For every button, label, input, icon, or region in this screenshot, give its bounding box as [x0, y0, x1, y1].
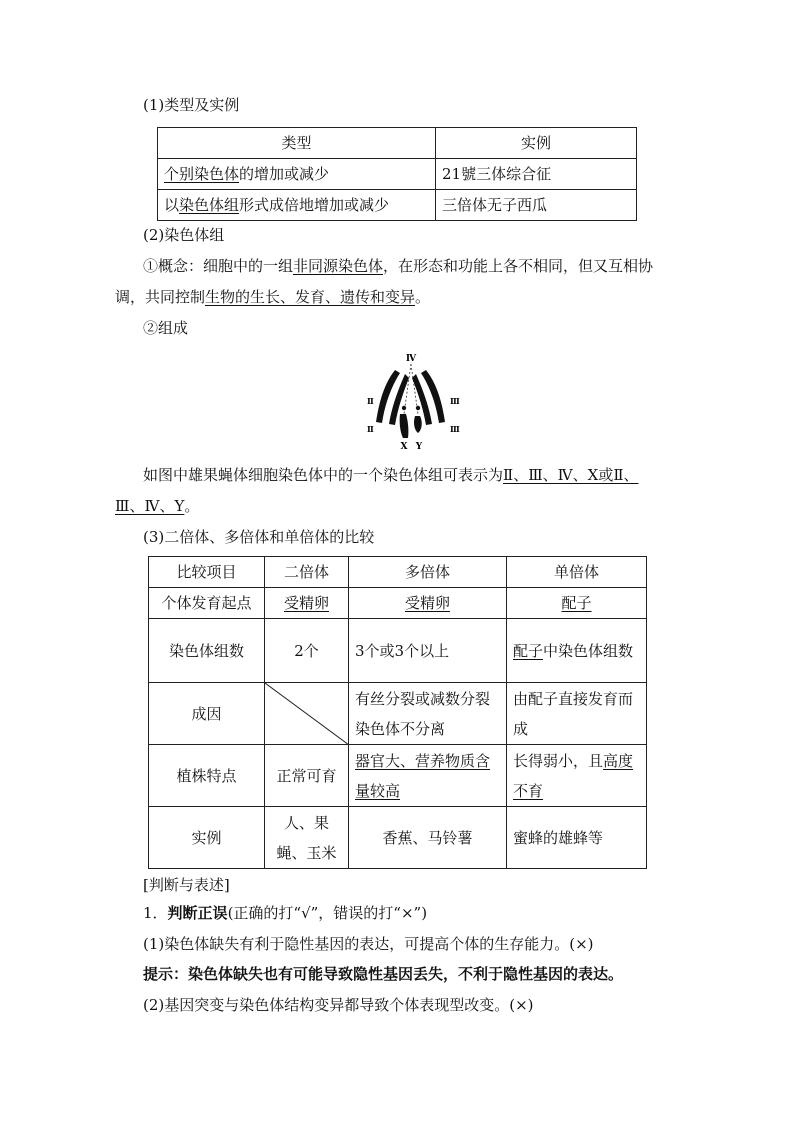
table-cell: 蜜蜂的雄蜂等: [507, 807, 647, 869]
label-x: X: [400, 442, 408, 452]
table-cell: 受精卵: [349, 588, 507, 619]
table-header: 二倍体: [265, 557, 349, 588]
figure-description-line-1: 如图中雄果蝇体细胞染色体中的一个染色体组可表示为Ⅱ、Ⅲ、Ⅳ、X或Ⅱ、: [143, 466, 639, 484]
section-heading-types: (1)类型及实例: [143, 96, 240, 114]
table-cell: 正常可育: [265, 745, 349, 807]
table-cell: 个别染色体的增加或减少: [158, 159, 436, 190]
label-iv: Ⅳ: [405, 354, 417, 364]
table-cell: 长得弱小，且高度不育: [507, 745, 647, 807]
label-iii-top: Ⅲ: [450, 396, 460, 406]
table-cell: 植株特点: [149, 745, 265, 807]
table-cell: 染色体组数: [149, 619, 265, 683]
table-row: [158, 159, 637, 190]
judgement-heading: [判断与表述]: [143, 876, 230, 894]
table-cell-empty-diagonal: [265, 683, 349, 745]
table-row: [149, 588, 647, 619]
table-cell: 个体发育起点: [149, 588, 265, 619]
table-header: 多倍体: [349, 557, 507, 588]
table-cell: 3个或3个以上: [349, 619, 507, 683]
label-ii-top: Ⅱ: [367, 396, 374, 406]
table-row: [149, 807, 647, 869]
table-cell: 配子中染色体组数: [507, 619, 647, 683]
table-cell: 成因: [149, 683, 265, 745]
table-cell: 三倍体无子西瓜: [436, 190, 637, 221]
table-cell: 配子: [507, 588, 647, 619]
table-cell: 2个: [265, 619, 349, 683]
table-cell: 人、果蝇、玉米: [265, 807, 349, 869]
section-heading-comparison: (3)二倍体、多倍体和单倍体的比较: [143, 528, 375, 546]
table-cell: 器官大、营养物质含量较高: [349, 745, 507, 807]
concept-line-1: ①概念：细胞中的一组非同源染色体，在形态和功能上各不相同，但又互相协: [143, 257, 654, 275]
table-row: [149, 745, 647, 807]
table-cell: 实例: [149, 807, 265, 869]
table-cell: 有丝分裂或减数分裂染色体不分离: [349, 683, 507, 745]
table-header: 实例: [436, 128, 637, 159]
table-cell: 由配子直接发育而成: [507, 683, 647, 745]
ploidy-comparison-table: [148, 556, 647, 869]
question-1: (1)染色体缺失有利于隐性基因的表达，可提高个体的生存能力。(×): [143, 935, 594, 953]
table-cell: 受精卵: [265, 588, 349, 619]
drosophila-chromosome-figure: [360, 350, 464, 454]
table-row: [158, 190, 637, 221]
types-table: [157, 127, 637, 221]
table-header: 比较项目: [149, 557, 265, 588]
label-iii-bottom: Ⅲ: [450, 424, 460, 434]
section-heading-chromosome-set: (2)染色体组: [143, 226, 225, 244]
table-header: 类型: [158, 128, 436, 159]
question-2: (2)基因突变与染色体结构变异都导致个体表现型改变。(×): [143, 996, 534, 1014]
judgement-intro: 1．判断正误(正确的打“√”，错误的打“×”): [143, 904, 428, 922]
table-cell: 21號三体综合征: [436, 159, 637, 190]
composition-label: ②组成: [143, 319, 189, 337]
hint-1: 提示：染色体缺失也有可能导致隐性基因丢失，不利于隐性基因的表达。: [143, 965, 624, 983]
table-row: [149, 619, 647, 683]
table-header: 单倍体: [507, 557, 647, 588]
label-ii-bottom: Ⅱ: [367, 424, 374, 434]
label-y: Y: [415, 442, 423, 452]
concept-line-2: 调，共同控制生物的生长、发育、遗传和变异。: [115, 288, 431, 306]
table-cell: 以染色体组形式成倍地增加或减少: [158, 190, 436, 221]
table-cell: 香蕉、马铃薯: [349, 807, 507, 869]
figure-description-line-2: Ⅲ、Ⅳ、Y。: [115, 497, 200, 515]
table-row: [149, 683, 647, 745]
